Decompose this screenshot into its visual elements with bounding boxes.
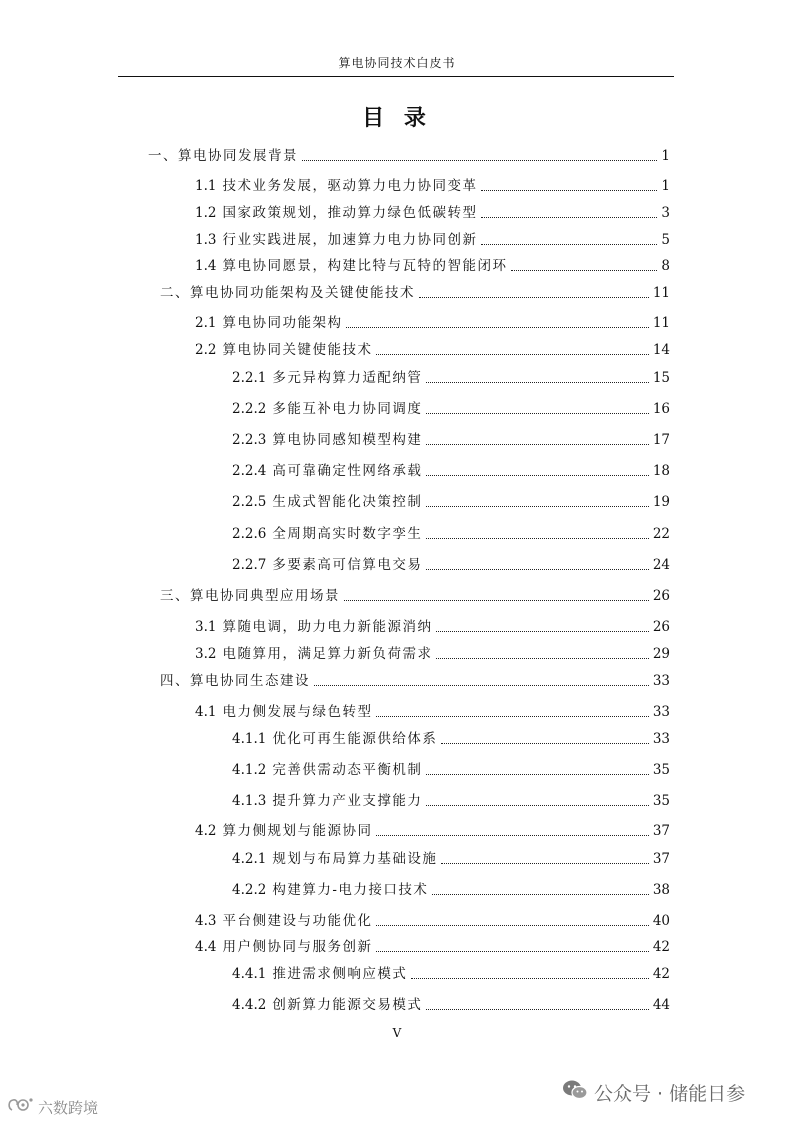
- toc-entry-2-2-2[interactable]: [232, 399, 670, 419]
- toc-entry-2-1[interactable]: [195, 313, 670, 333]
- toc-page-number: 26: [652, 619, 670, 635]
- toc-number: 2.2.4: [232, 463, 267, 479]
- toc-number: 1.3: [195, 232, 217, 248]
- toc-page-number: 24: [652, 557, 670, 573]
- toc-number: 4.1.1: [232, 731, 267, 747]
- toc-page-number: 11: [652, 285, 670, 301]
- toc-number: 2.2.5: [232, 494, 267, 510]
- toc-page-number: 37: [652, 851, 670, 867]
- toc-leader: [426, 506, 648, 507]
- toc-entry-2-2-3[interactable]: [232, 430, 670, 450]
- toc-page-number: 29: [652, 646, 670, 662]
- toc-label: 算电协同关键使能技术: [222, 342, 373, 358]
- watermark-logo-icon: [6, 1096, 34, 1118]
- toc-page-number: 11: [652, 315, 670, 331]
- toc-number: 2.2.7: [232, 557, 267, 573]
- toc-leader: [411, 978, 648, 979]
- toc-page-number: 1: [661, 148, 670, 164]
- toc-leader: [481, 190, 657, 191]
- toc-number: 4.1: [195, 704, 217, 720]
- wechat-account-text: 公众号 · 储能日参: [594, 1083, 746, 1105]
- toc-leader: [376, 835, 648, 836]
- toc-entry-chapter-4[interactable]: [160, 671, 670, 691]
- toc-leader: [441, 743, 648, 744]
- toc-entry-2-2-7[interactable]: [232, 555, 670, 575]
- toc-page-number: 38: [652, 882, 670, 898]
- toc-page-number: 35: [652, 793, 670, 809]
- toc-label: 多能互补电力协同调度: [272, 401, 423, 417]
- toc-page-number: 14: [652, 342, 670, 358]
- toc-leader: [481, 244, 657, 245]
- wechat-watermark: [562, 1079, 745, 1106]
- toc-leader: [346, 327, 648, 328]
- toc-number: 4.4: [195, 939, 217, 955]
- toc-entry-2-2-5[interactable]: [232, 492, 670, 512]
- toc-page-number: 19: [652, 494, 670, 510]
- toc-entry-4-1-2[interactable]: [232, 760, 670, 780]
- toc-entry-4-1-3[interactable]: [232, 791, 670, 811]
- toc-page-number: 33: [652, 704, 670, 720]
- toc-leader: [426, 1009, 648, 1010]
- toc-label: 算电协同愿景，构建比特与瓦特的智能闭环: [222, 258, 508, 274]
- toc-label: 二、算电协同功能架构及关键使能技术: [160, 285, 415, 301]
- toc-leader: [426, 805, 648, 806]
- toc-entry-1-4[interactable]: [195, 256, 670, 276]
- toc-number: 4.4.1: [232, 966, 267, 982]
- toc-leader: [426, 413, 648, 414]
- toc-number: 4.1.3: [232, 793, 267, 809]
- toc-page-number: 42: [652, 966, 670, 982]
- toc-entry-chapter-3[interactable]: [160, 586, 670, 606]
- toc-leader: [344, 600, 649, 601]
- toc-label: 提升算力产业支撑能力: [272, 793, 423, 809]
- toc-entry-2-2[interactable]: [195, 340, 670, 360]
- toc-number: 4.4.2: [232, 997, 267, 1013]
- toc-label: 全周期高实时数字孪生: [272, 526, 423, 542]
- toc-leader: [419, 297, 649, 298]
- toc-page-number: 15: [652, 370, 670, 386]
- toc-label: 算力侧规划与能源协同: [222, 823, 373, 839]
- toc-number: 2.2.6: [232, 526, 267, 542]
- toc-leader: [511, 270, 657, 271]
- toc-label: 多要素高可信算电交易: [272, 557, 423, 573]
- toc-label: 算电协同感知模型构建: [272, 432, 423, 448]
- toc-number: 2.2.3: [232, 432, 267, 448]
- toc-number: 2.1: [195, 315, 217, 331]
- watermark-text: 六数跨境: [38, 1098, 99, 1117]
- toc-number: 4.2: [195, 823, 217, 839]
- toc-page-number: 16: [652, 401, 670, 417]
- toc-number: 4.2.2: [232, 882, 267, 898]
- toc-leader: [376, 354, 648, 355]
- toc-number: 4.1.2: [232, 762, 267, 778]
- toc-label: 构建算力-电力接口技术: [272, 882, 429, 898]
- toc-label: 高可靠确定性网络承载: [272, 463, 423, 479]
- toc-label: 国家政策规划，推动算力绿色低碳转型: [222, 205, 478, 221]
- toc-entry-2-2-1[interactable]: [232, 368, 670, 388]
- toc-leader: [376, 716, 648, 717]
- toc-page-number: 26: [652, 588, 670, 604]
- toc-entry-3-2[interactable]: [195, 644, 670, 664]
- toc-entry-4-2[interactable]: [195, 821, 670, 841]
- toc-label: 平台侧建设与功能优化: [222, 913, 373, 929]
- toc-entry-4-1[interactable]: [195, 702, 670, 722]
- toc-label: 电力侧发展与绿色转型: [222, 704, 373, 720]
- toc-leader: [426, 569, 648, 570]
- toc-title: 目 录: [362, 106, 432, 131]
- toc-leader: [314, 685, 649, 686]
- toc-number: 1.1: [195, 178, 217, 194]
- toc-leader: [432, 894, 648, 895]
- toc-label: 技术业务发展，驱动算力电力协同变革: [222, 178, 478, 194]
- toc-entry-chapter-1[interactable]: [148, 146, 670, 166]
- toc-number: 4.2.1: [232, 851, 267, 867]
- page-folio: V: [392, 1026, 402, 1040]
- toc-number: 3.2: [195, 646, 217, 662]
- toc-entry-4-2-2[interactable]: [232, 880, 670, 900]
- toc-leader: [376, 951, 648, 952]
- toc-label: 规划与布局算力基础设施: [272, 851, 438, 867]
- toc-label: 用户侧协同与服务创新: [222, 939, 373, 955]
- toc-leader: [302, 160, 657, 161]
- toc-entry-1-3[interactable]: [195, 230, 670, 250]
- toc-label: 创新算力能源交易模式: [272, 997, 423, 1013]
- toc-number: 3.1: [195, 619, 217, 635]
- toc-page-number: 33: [652, 731, 670, 747]
- toc-number: 4.3: [195, 913, 217, 929]
- toc-number: 2.2.2: [232, 401, 267, 417]
- toc-leader: [426, 774, 648, 775]
- toc-leader: [426, 538, 648, 539]
- running-header: 算电协同技术白皮书: [338, 56, 456, 70]
- toc-entry-4-2-1[interactable]: [232, 849, 670, 869]
- toc-page-number: 17: [652, 432, 670, 448]
- toc-entry-1-2[interactable]: [195, 203, 670, 223]
- toc-label: 电随算用，满足算力新负荷需求: [222, 646, 433, 662]
- toc-page-number: 37: [652, 823, 670, 839]
- toc-page-number: 42: [652, 939, 670, 955]
- toc-entry-3-1[interactable]: [195, 617, 670, 637]
- toc-entry-2-2-4[interactable]: [232, 461, 670, 481]
- toc-leader: [481, 217, 657, 218]
- toc-label: 推进需求侧响应模式: [272, 966, 408, 982]
- toc-leader: [376, 925, 648, 926]
- toc-leader: [441, 863, 648, 864]
- toc-page-number: 1: [661, 178, 670, 194]
- toc-leader: [426, 382, 648, 383]
- wechat-icon: [562, 1079, 588, 1106]
- toc-label: 四、算电协同生态建设: [160, 673, 310, 689]
- toc-page-number: 18: [652, 463, 670, 479]
- toc-leader: [436, 658, 648, 659]
- toc-number: 1.2: [195, 205, 217, 221]
- toc-label: 算电协同功能架构: [222, 315, 343, 331]
- toc-number: 2.2.1: [232, 370, 267, 386]
- toc-page-number: 3: [661, 205, 670, 221]
- corner-watermark: [6, 1096, 98, 1118]
- toc-page-number: 33: [652, 673, 670, 689]
- toc-label: 行业实践进展，加速算力电力协同创新: [222, 232, 478, 248]
- toc-page-number: 5: [661, 232, 670, 248]
- toc-number: 2.2: [195, 342, 217, 358]
- toc-number: 1.4: [195, 258, 217, 274]
- toc-label: 算随电调，助力电力新能源消纳: [222, 619, 433, 635]
- toc-leader: [426, 475, 648, 476]
- toc-entry-4-4-1[interactable]: [232, 964, 670, 984]
- toc-label: 完善供需动态平衡机制: [272, 762, 423, 778]
- toc-label: 一、算电协同发展背景: [148, 148, 298, 164]
- toc-page-number: 40: [652, 913, 670, 929]
- toc-entry-4-4-2[interactable]: [232, 995, 670, 1015]
- toc-entry-4-3[interactable]: [195, 911, 670, 931]
- toc-page-number: 8: [661, 258, 670, 274]
- toc-label: 生成式智能化决策控制: [272, 494, 423, 510]
- toc-entry-2-2-6[interactable]: [232, 524, 670, 544]
- toc-leader: [426, 444, 648, 445]
- toc-entry-4-4[interactable]: [195, 937, 670, 957]
- toc-label: 三、算电协同典型应用场景: [160, 588, 340, 604]
- toc-entry-chapter-2[interactable]: [160, 283, 670, 303]
- toc-label: 多元异构算力适配纳管: [272, 370, 423, 386]
- toc-page-number: 44: [652, 997, 670, 1013]
- toc-entry-4-1-1[interactable]: [232, 729, 670, 749]
- toc-label: 优化可再生能源供给体系: [272, 731, 438, 747]
- toc-page-number: 22: [652, 526, 670, 542]
- header-rule: [118, 76, 674, 77]
- toc-page-number: 35: [652, 762, 670, 778]
- toc-entry-1-1[interactable]: [195, 176, 670, 196]
- toc-leader: [436, 631, 648, 632]
